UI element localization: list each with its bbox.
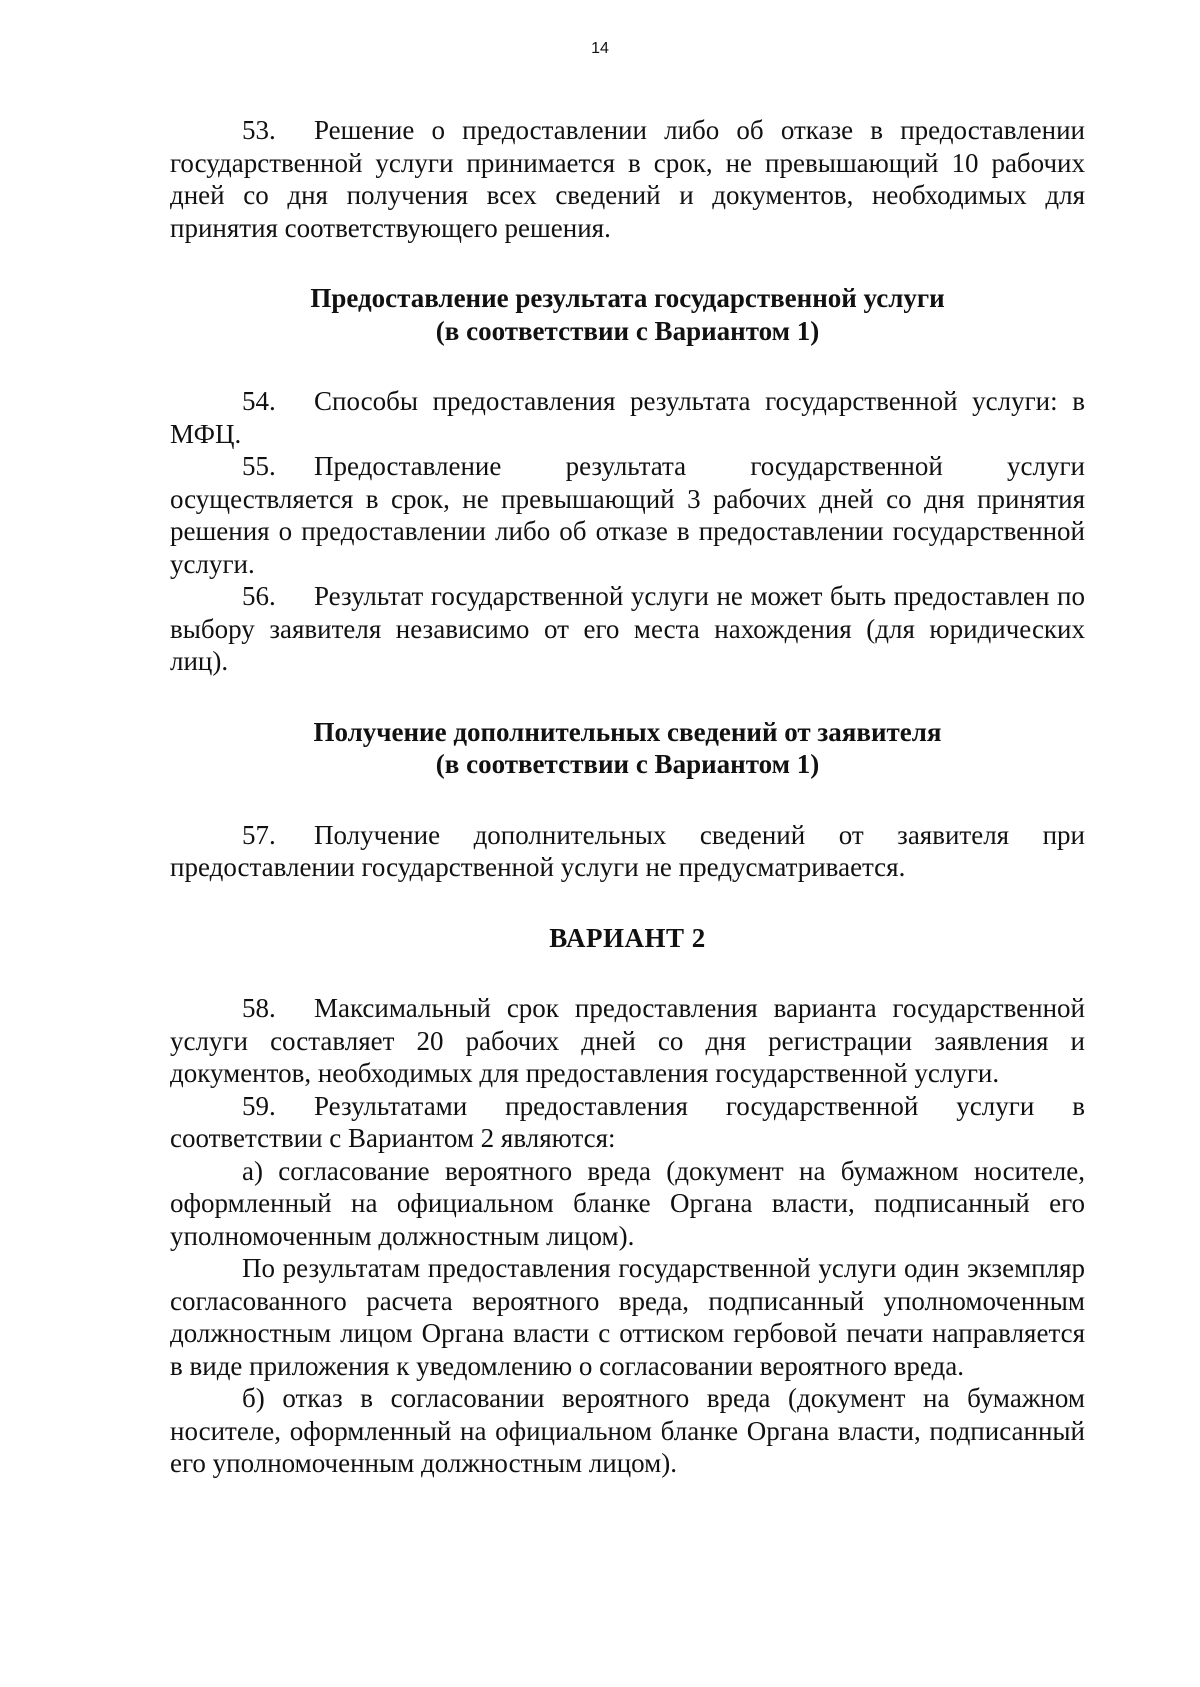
paragraph-text: Предоставление результата государственной услуги осуществляется в срок, не превышающий 3 рабочих дней со дня принятия решения о предоставлении либо об отказе в предоставлении государственной услуги.: [170, 451, 1085, 579]
paragraph-58: [170, 992, 1085, 1090]
paragraph-59a: а) согласование вероятного вреда (документ на бумажном носителе, оформленный на официальном бланке Органа власти, подписанный его уполномоченным должностным лицом).: [170, 1155, 1085, 1251]
paragraph-text: Результатами предоставления государственной услуги в соответствии с Вариантом 2 являются:: [170, 1090, 1085, 1153]
section-heading-result: [170, 282, 1085, 347]
section-heading-additional-info: [170, 716, 1085, 781]
paragraph-text: Результат государственной услуги не может быть предоставлен по выбору заявителя независимо от его места нахождения (для юридических лиц).: [170, 581, 1085, 676]
paragraph-text: Максимальный срок предоставления варианта государственной услуги составляет 20 рабочих дней со дня регистрации заявления и документов, необходимых для предоставления государственной услуги.: [170, 993, 1085, 1088]
paragraph-text: Получение дополнительных сведений от заявителя при предоставлении государственной услуги не предусматривается.: [170, 819, 1085, 882]
document-body: [170, 114, 1085, 1480]
paragraph-55: [170, 450, 1085, 580]
paragraph-number: 56.: [242, 581, 276, 611]
heading-line: Получение дополнительных сведений от заявителя: [313, 716, 942, 747]
paragraph-number: 55.: [242, 451, 276, 481]
paragraph-59a-note: По результатам предоставления государственной услуги один экземпляр согласованного расчета вероятного вреда, подписанный уполномоченным должностным лицом Органа власти с оттиском гербовой печати направляется в виде приложения к уведомлению о согласовании вероятного вреда.: [170, 1253, 1085, 1381]
page-number: 14: [591, 40, 609, 57]
paragraph-56: [170, 580, 1085, 678]
paragraph-number: 54.: [242, 386, 276, 416]
paragraph-54: [170, 385, 1085, 450]
paragraph-number: 59.: [242, 1090, 276, 1121]
paragraph-57: [170, 819, 1085, 884]
paragraph-number: 58.: [242, 993, 276, 1023]
paragraph-number: 53.: [242, 115, 276, 145]
paragraph-text: Способы предоставления результата государственной услуги: в МФЦ.: [170, 386, 1085, 449]
paragraph-number: 57.: [242, 819, 276, 850]
paragraph-59b: б) отказ в согласовании вероятного вреда (документ на бумажном носителе, оформленный на официальном бланке Органа власти, подписанный его уполномоченным должностным лицом).: [170, 1383, 1085, 1478]
heading-line: (в соответствии с Вариантом 1): [435, 315, 820, 346]
heading-line: (в соответствии с Вариантом 1): [435, 749, 820, 779]
paragraph-53: [170, 114, 1085, 244]
variant-heading: ВАРИАНТ 2: [549, 922, 706, 953]
paragraph-59: [170, 1090, 1085, 1155]
heading-line: Предоставление результата государственной услуги: [310, 283, 945, 313]
paragraph-text: Решение о предоставлении либо об отказе в предоставлении государственной услуги принимается в срок, не превышающий 10 рабочих дней со дня получения всех сведений и документов, необходимых для принятия соответствующего решения.: [170, 115, 1085, 243]
